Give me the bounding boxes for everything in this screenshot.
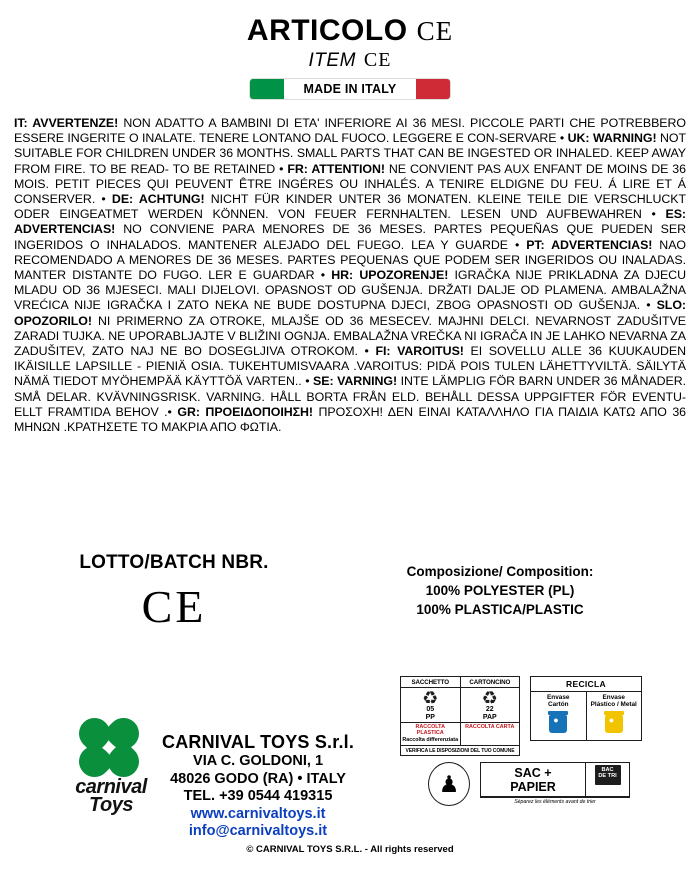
- bin-person-glyph: ●: [553, 714, 559, 725]
- company-details: [162, 718, 354, 841]
- company-name: CARNIVAL TOYS S.r.l.: [162, 732, 355, 752]
- warning-text-slo: NI PRIMERNO ZA OTROKE, MLAJŠE OD 36 MESECEV. MAJHNI DELCI. NEVARNOST ZADUŠITVE ZARADI TUJKA. NE UPORABLJAJTE V BLIŽINI OGNJA. EMBALAŽNA VREČKA NI IGRAČA IN JE LAHKO NEVARNA ZA ZADUŠITEV, ZATO NAJ NE BO DOSEGLJIVA OTROKOM. •: [14, 313, 686, 359]
- sac-papier-footnote: Séparez les éléments avant de trier: [480, 797, 630, 806]
- recicla-table: [530, 676, 642, 741]
- warning-text-it: NON ADATTO A BAMBINI DI ETA' INFERIORE AI 36 MESI. PICCOLE PARTI CHE POTREBBERO ESSERE INGERITE O INALATE. TENERE LONTANO DAL FUOCO. LEGGERE E CON-SERVARE •: [14, 116, 686, 146]
- bac-line-3: TRI: [607, 773, 617, 780]
- subtitle-row: [0, 49, 700, 72]
- warning-label-se: SE: VARNING!: [313, 374, 398, 389]
- clover-leaf-bottom-right: [102, 740, 146, 784]
- warning-label-uk: UK: WARNING!: [567, 131, 657, 146]
- recycling-row-bottom: [400, 762, 680, 806]
- recicla-cell-carton: [531, 692, 587, 740]
- recicla-cell-plastic: [587, 692, 642, 740]
- clover-icon: [74, 718, 148, 778]
- warning-text-uk: NOT SUITABLE FOR CHILDREN UNDER 36 MONTHS. SMALL PARTS THAT CAN BE INGESTED OR INHALED. KEEP AWAY FROM FIRE. TO BE READ- TO BE RETAINED •: [14, 131, 687, 176]
- company-phone: TEL. +39 0544 419315: [183, 788, 333, 804]
- warning-label-pt: PT: ADVERTENCIAS!: [526, 237, 653, 252]
- warning-label-slo: SLO: OPOZORILO!: [14, 298, 686, 328]
- packaging-cell-plastic: [401, 688, 461, 722]
- packaging-head-right: CARTONCINO: [469, 679, 511, 686]
- document-header: [0, 0, 700, 99]
- lotto-label: LOTTO/BATCH NBR.: [79, 552, 269, 573]
- packaging-code-row: [401, 688, 519, 722]
- composition-block: [330, 552, 700, 633]
- tidyman-icon: ♟: [428, 762, 470, 806]
- sac-papier-block: [480, 762, 630, 806]
- packaging-instruction-paper: [461, 723, 520, 745]
- warning-text-de: NICHT FÜR KINDER UNTER 36 MONATEN. KLEINE TEILE DIE VERSCHLUCKT ODER EINGEATMET WERDEN KÖNNEN. VON FEUER FERNHALTEN. LESEN UND AUFBEWAHREN •: [14, 192, 687, 222]
- company-website-link[interactable]: www.carnivaltoys.it: [190, 805, 326, 822]
- ce-mark-icon-secondary: CE: [363, 49, 392, 71]
- page-subtitle: ITEM: [308, 49, 356, 71]
- warning-text-gr: ΠΡΟΣΟΧΗ! ΔΕΝ ΕΙΝΑΙ ΚΑΤΑΛΛΗΛΟ ΓΙΑ ΠΑΙΔΙΑ ΚΑΤΩ ΑΠΟ 36 ΜΗΝΩΝ .ΚΡΑΤΗΣΕΤΕ ΤΟ ΜΑΚΡΙΑ ΑΠΟ ΦΩΤΙΑ.: [14, 404, 686, 435]
- yellow-bin-icon: [604, 711, 624, 733]
- packaging-code-plastic: 05: [426, 706, 435, 713]
- made-in-italy-badge-wrap: [0, 79, 700, 99]
- italy-flag-green-stripe: [250, 79, 284, 99]
- warning-text-hr: IGRAČKA NIJE PRIKLADNA ZA DJECU MLADU OD 36 MJESECI. MALI DIJELOVI. OPASNOST OD GUŠENJA. DRŽATI DALJE OD PLAMENA. AMBALAŽNA VREĆICA NIJE IGRAČKA I ZATO NEKA NE BUDE DOSTUPNA DJECI, ZBOG OPASNOSTI OD GUŠENJA. •: [14, 268, 686, 313]
- company-address-line2: 48026 GODO (RA) • ITALY: [170, 770, 346, 787]
- page-title: ARTICOLO: [246, 14, 408, 47]
- ce-mark-icon: CE: [416, 15, 454, 46]
- warning-label-es: ES: ADVERTENCIAS!: [14, 207, 686, 237]
- sac-papier-label: [481, 763, 585, 796]
- mobius-loop-icon-paper: ♻: [481, 688, 498, 708]
- warning-label-it: IT: AVVERTENZE!: [14, 116, 119, 130]
- ce-mark-large-icon: CE: [141, 581, 207, 632]
- recycling-row-top: [400, 676, 680, 756]
- title-row: [0, 14, 700, 48]
- warning-text-se: INTE LÄMPLIG FÖR BARN UNDER 36 MÅNADER. SMÅ DELAR. KVÄVNINGSRISK. VARNING. HÅLL BORTA FRÅN ELD. BEHÅLL DESSA UPPGIFTER FÖR EVENTU-ELLT FRAMTIDA BEHOV .•: [14, 374, 686, 419]
- composition-material-1: 100% POLYESTER (PL): [425, 583, 575, 598]
- mobius-loop-icon-plastic: ♻: [422, 688, 439, 708]
- multilingual-warnings-paragraph: [14, 116, 686, 435]
- recicla-label-plastic-2: Plástico / Metal: [590, 701, 637, 709]
- bac-line-2: DE: [598, 773, 607, 780]
- warning-label-fi: FI: VAROITUS!: [375, 344, 464, 359]
- bac-line-1: BAC: [601, 767, 614, 774]
- sac-papier-line1: SAC +: [514, 766, 552, 781]
- company-address-line1: VIA C. GOLDONI, 1: [193, 753, 324, 769]
- warning-text-fi: EI SOVELLU ALLE 36 KUUKAUDEN IKÄISILLE LAPSILLE - PIENIÄ OSIA. TUKEHTUMISVAARA .VAROITUS: PIDÄ POIS TULEN LÄHETTYVILTÄ. SÄILYTÄ NÄMÄ TIEDOT MYÖHEMPÄÄ KÄYTTÖÄ VARTEN.. •: [14, 344, 686, 389]
- packaging-cell-paper: [461, 688, 520, 722]
- recicla-row: [531, 692, 641, 740]
- packaging-instruction-row: [401, 722, 519, 745]
- warning-label-de: DE: ACHTUNG!: [111, 192, 205, 207]
- logo-wordmark-line1: carnival: [75, 776, 147, 798]
- packaging-recycling-table: [400, 676, 520, 756]
- made-in-italy-badge: [250, 79, 450, 99]
- warning-label-hr: HR: UPOZORENJE!: [331, 268, 449, 283]
- sac-papier-box: [480, 762, 630, 797]
- packaging-head-left: SACCHETTO: [401, 677, 461, 687]
- packaging-code-plastic-sub: PP: [425, 714, 435, 721]
- italy-flag-red-stripe: [416, 79, 450, 99]
- made-in-italy-label: MADE IN ITALY: [284, 79, 416, 99]
- sac-papier-line2: PAPIER: [510, 779, 556, 794]
- composition-title: Composizione/ Composition:: [406, 564, 594, 579]
- recicla-title: RECICLA: [531, 677, 641, 692]
- lotto-composition-row: [0, 552, 700, 633]
- logo-wordmark-line2: Toys: [89, 794, 133, 816]
- recicla-label-plastic-1: Envase: [602, 694, 625, 701]
- blue-bin-icon: [548, 711, 568, 733]
- warning-text-fr: NE CONVIENT PAS AUX ENFANT DE MOINS DE 36 MOIS. PETIT PIECES QUI PEUVENT ÊTRE INGÉRES OU INHALÉS. A TENIRE ELDIGNE DU FEU. Á LIRE ET Á CONSERVER. •: [14, 161, 686, 207]
- packaging-instruction-plastic: [401, 723, 461, 745]
- company-block: [68, 718, 354, 841]
- packaging-instruction-plastic-sub: Raccolta differenziata: [402, 736, 459, 743]
- packaging-footnote: VERIFICA LE DISPOSIZIONI DEL TUO COMUNE: [401, 745, 519, 755]
- warning-text-es: NO CONVIENE PARA MENORES DE 36 MESES. PARTES PEQUEÑAS QUE PUEDEN SER INGERIDOS O INHALADOS. MANTENER ALEJADO DEL FUEGO. LEA Y GUARDE •: [14, 222, 686, 252]
- warning-label-gr: GR: ΠΡΟΕΙΔΟΠΟΙΗΣΗ!: [177, 404, 313, 419]
- packaging-instruction-plastic-main: RACCOLTA PLASTICA: [415, 724, 445, 737]
- warning-text-pt: NAO RECOMENDADO A MENORES DE 36 MESES. PARTES PEQUENAS QUE PODEM SER INGERIDOS OU INALADAS. MANTER DISTANTE DO FUGO. LER E GUARDAR •: [14, 237, 687, 283]
- packaging-code-paper-sub: PAP: [482, 714, 497, 721]
- bac-de-tri-cell: [585, 763, 629, 796]
- recicla-label-carton-1: Envase: [547, 694, 570, 701]
- warning-label-fr: FR: ATTENTION!: [287, 161, 385, 176]
- lotto-block: [0, 552, 330, 633]
- packaging-table-head: [401, 677, 519, 688]
- packaging-code-paper: 22: [485, 706, 494, 713]
- recycling-icons-area: [400, 676, 680, 806]
- company-logo: [68, 718, 154, 814]
- copyright-footer: © CARNIVAL TOYS S.R.L. - All rights reserved: [246, 844, 454, 855]
- bin-person-glyph-2: ●: [608, 714, 615, 725]
- recicla-label-carton-2: Cartón: [547, 701, 569, 709]
- bac-de-tri-icon: [595, 765, 621, 785]
- packaging-instruction-paper-main: RACCOLTA CARTA: [465, 724, 515, 730]
- composition-material-2: 100% PLASTICA/PLASTIC: [416, 602, 584, 617]
- company-email-link[interactable]: info@carnivaltoys.it: [188, 823, 328, 839]
